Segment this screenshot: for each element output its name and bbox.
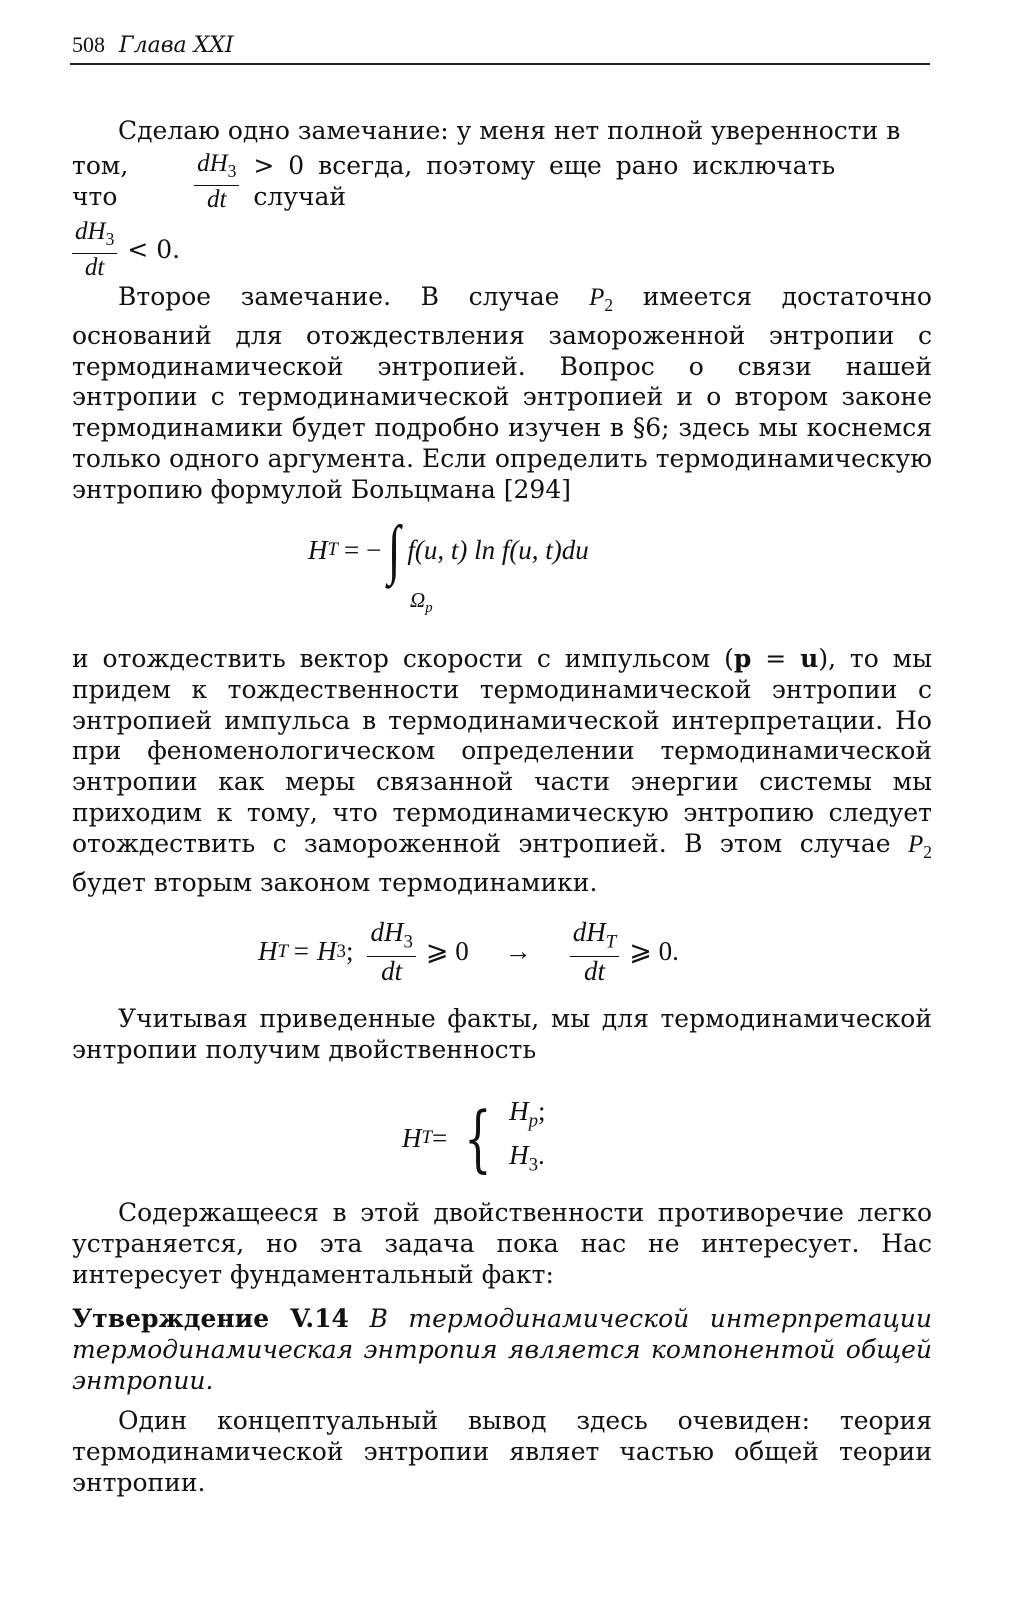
fraction-denominator: dt [84, 254, 105, 281]
fraction [72, 218, 117, 282]
numerator-subscript: 3 [403, 931, 413, 953]
integral-sign: ∫ [387, 513, 401, 586]
math-subscript: T [421, 1127, 433, 1149]
math-subscript: 3 [528, 1154, 539, 1176]
case-line [509, 1138, 545, 1182]
equation-entropy-growth [258, 918, 679, 985]
math-subscript: 2 [923, 841, 932, 862]
fraction-numerator [72, 218, 117, 254]
math-symbol: H [402, 1122, 422, 1153]
math-symbol: Ω [410, 588, 426, 612]
math-subscript: p [528, 1110, 539, 1132]
paragraph: Один концептуальный вывод здесь очевиден: теория термодинамической энтропии являет частью общей теории энтропии. [72, 1406, 932, 1497]
math-operator: = [751, 644, 801, 673]
chapter-title: Глава XXI [119, 33, 234, 58]
text-fragment: будет вторым законом термодинамики. [72, 867, 598, 897]
running-head [72, 32, 952, 58]
math-operator: ; [345, 936, 354, 967]
math-relation: ⩾ 0 [425, 936, 469, 967]
header-rule [70, 63, 930, 65]
page-number: 508 [72, 32, 105, 57]
math-symbol: P [907, 830, 924, 858]
numerator-text: dH [197, 150, 228, 177]
math-symbol: H [258, 936, 278, 967]
math-symbol: u [800, 644, 819, 673]
paragraph-line: Сделаю одно замечание: у меня нет полной уверенности в [118, 116, 901, 145]
numerator-text: dH [572, 917, 606, 947]
arrow-symbol: → [504, 936, 532, 967]
math-subscript: T [277, 940, 289, 962]
math-expression: = H [292, 936, 337, 967]
statement-label: Утверждение V.14 [72, 1304, 349, 1333]
text-fragment: том, что [72, 151, 129, 211]
integrand: f(u, t) ln f(u, t)du [407, 534, 589, 565]
paragraph-line-with-fraction [72, 150, 932, 214]
paragraph [72, 282, 932, 506]
statement-text: В термодинамической интерпретации термодинамическая энтропия является компонентой общей энтропии. [72, 1304, 933, 1395]
math-operator: = − [344, 534, 382, 565]
math-symbol: P [589, 284, 605, 311]
equation-duality [402, 1094, 546, 1183]
math-punctuation: ; [538, 1096, 546, 1126]
math-subscript: 3 [336, 940, 346, 962]
math-symbol: H [509, 1096, 529, 1126]
paragraph: Учитывая приведенные факты, мы для термодинамической энтропии получим двойственность [72, 1004, 932, 1064]
fraction-numerator [194, 150, 239, 186]
text-fragment: > 0 всегда, поэтому еще рано исключать случай [253, 151, 836, 211]
text-fragment: Второе замечание. В случае [118, 282, 590, 311]
statement-block [72, 1304, 932, 1396]
numerator-text: dH [75, 218, 106, 245]
math-subscript: T [327, 539, 339, 560]
cases [509, 1094, 545, 1183]
equation-boltzmann [308, 513, 589, 586]
math-symbol: H [509, 1140, 529, 1171]
paragraph: Содержащееся в этой двойственности противоречие легко устраняется, но эта задача пока нас не интересует. Нас интересует фундаментальный факт: [72, 1198, 932, 1289]
fraction-numerator [570, 918, 620, 957]
math-symbol: H [308, 534, 328, 565]
paragraph-line-with-fraction [72, 218, 932, 282]
text-fragment: < 0. [127, 234, 181, 264]
paragraph [72, 644, 932, 898]
text-fragment: и отождествить вектор скорости с импульсом ( [72, 644, 734, 673]
text-fragment: имеется достаточно оснований для отождествления замороженной энтропии с термодинамической энтропией. Вопрос о связи нашей энтропии с термодинамической энтропией и о втором законе термодинамики будет подробно изучен в §6; здесь мы коснемся только одного аргумента. Если определить термодинамическую энтропию формулой Больцмана [294] [72, 282, 932, 504]
fraction-denominator: dt [381, 956, 403, 987]
left-brace: { [464, 1096, 492, 1181]
math-operator: = [432, 1122, 448, 1153]
math-subscript: 2 [604, 295, 614, 315]
fraction [570, 918, 620, 985]
fraction-numerator [367, 918, 415, 957]
math-punctuation: . [538, 1140, 545, 1171]
numerator-subscript: T [605, 931, 617, 953]
fraction-denominator: dt [207, 186, 227, 213]
text-fragment: ), то мы придем к тождественности термодинамической энтропии с энтропией импульса в термодинамической интерпретации. Но при феноменологическом определении термодинамической энтропии как меры связанной части энергии системы мы приходим к тому, что термодинамическую энтропию следует отождествить с замороженной энтропией. В этом случае [72, 644, 933, 858]
fraction [367, 918, 415, 985]
math-symbol: p [733, 644, 752, 673]
fraction [194, 150, 239, 214]
numerator-subscript: 3 [105, 229, 115, 249]
numerator-text: dH [370, 917, 404, 947]
math-relation: ⩾ 0. [629, 936, 679, 967]
math-subscript: p [425, 600, 433, 617]
fraction-denominator: dt [584, 956, 606, 987]
integral-domain [410, 588, 433, 617]
numerator-subscript: 3 [227, 161, 237, 181]
case-line [509, 1094, 545, 1138]
